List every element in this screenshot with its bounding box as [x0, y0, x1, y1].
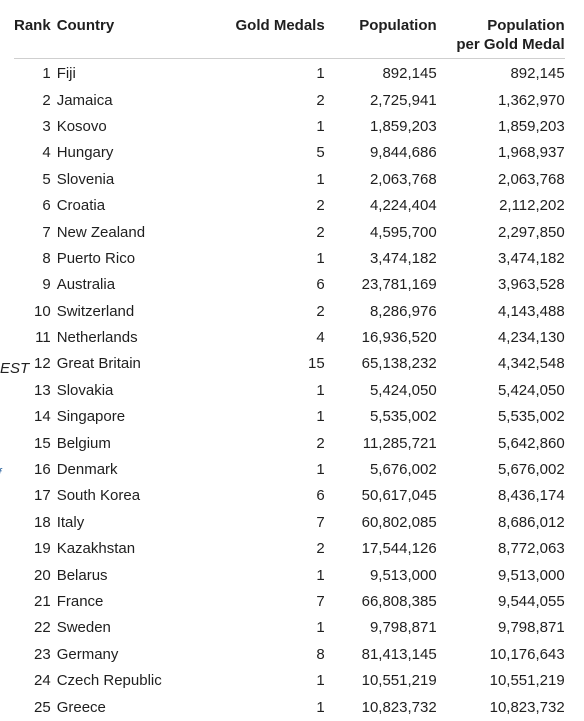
cell-population-per-gold: 4,342,548	[497, 355, 565, 373]
cell-rank: 18	[34, 513, 51, 531]
cell-population: 17,544,126	[361, 540, 437, 558]
cell-population-per-gold: 8,686,012	[497, 513, 565, 531]
cell-rank: 20	[34, 566, 51, 584]
cell-rank: 15	[34, 434, 51, 452]
cell-country: Great Britain	[56, 355, 141, 373]
cell-population-per-gold: 1,362,970	[497, 91, 565, 109]
cell-country: Switzerland	[56, 302, 135, 320]
cell-population-per-gold: 9,513,000	[497, 566, 565, 584]
table-row	[14, 668, 565, 694]
cell-gold-medals: 1	[316, 566, 325, 584]
cell-rank: 19	[34, 540, 51, 558]
cell-gold-medals: 2	[316, 540, 325, 558]
table-row	[14, 351, 565, 377]
cell-gold-medals: 1	[316, 698, 325, 716]
cell-population: 2,063,768	[369, 170, 437, 188]
table-body	[14, 59, 565, 721]
cell-rank: 17	[34, 487, 51, 505]
table-header-row	[14, 12, 565, 59]
cell-gold-medals: 1	[316, 619, 325, 637]
cell-country: Germany	[56, 645, 119, 663]
cell-rank: 1	[42, 65, 51, 83]
cell-population-per-gold: 4,234,130	[497, 329, 565, 347]
cell-gold-medals: 5	[316, 144, 325, 162]
cell-country: Australia	[56, 276, 116, 294]
cell-country: Slovenia	[56, 170, 115, 188]
cell-country: South Korea	[56, 487, 141, 505]
cell-population: 9,844,686	[369, 144, 437, 162]
cell-rank: 25	[34, 698, 51, 716]
cell-country: Netherlands	[56, 329, 138, 347]
header-country: Country	[51, 12, 207, 59]
cell-gold-medals: 8	[316, 645, 325, 663]
cell-population: 3,474,182	[369, 249, 437, 267]
cell-country: France	[56, 593, 104, 610]
cell-population: 10,551,219	[361, 672, 437, 690]
cell-population-per-gold: 10,551,219	[489, 672, 565, 690]
cell-population-per-gold: 5,642,860	[497, 434, 565, 452]
cell-country: Slovakia	[56, 381, 114, 399]
cell-population: 81,413,145	[361, 645, 437, 663]
table-row	[14, 536, 565, 562]
cell-population: 11,285,721	[362, 434, 437, 452]
table-row	[14, 457, 565, 483]
cell-country: Hungary	[56, 144, 114, 162]
cell-population: 1,859,203	[369, 117, 437, 135]
cell-gold-medals: 1	[316, 461, 325, 479]
cell-gold-medals: 6	[316, 276, 325, 294]
table-row	[14, 694, 565, 720]
cell-population: 10,823,732	[361, 698, 437, 716]
cell-population-per-gold: 4,143,488	[497, 302, 565, 320]
cell-population: 9,798,871	[369, 619, 437, 637]
cell-population-per-gold: 10,176,643	[489, 645, 565, 663]
cell-population: 16,936,520	[361, 329, 437, 347]
table-row	[14, 430, 565, 456]
cell-population-per-gold: 3,963,528	[497, 276, 565, 294]
table-row	[14, 510, 565, 536]
cell-country: Belarus	[56, 566, 108, 584]
cell-gold-medals: 1	[316, 381, 325, 399]
cell-rank: 5	[42, 170, 51, 188]
cell-gold-medals: 2	[316, 197, 325, 215]
table-row	[14, 562, 565, 588]
cell-population-per-gold: 2,063,768	[497, 170, 565, 188]
cell-rank: 24	[34, 672, 51, 690]
table-row	[14, 246, 565, 272]
cell-country: Puerto Rico	[56, 249, 136, 267]
cell-population: 2,725,941	[369, 91, 437, 109]
table-row	[14, 589, 565, 615]
table-row	[14, 404, 565, 430]
cell-rank: 23	[34, 645, 51, 663]
cell-gold-medals: 1	[316, 117, 325, 135]
cell-country: Fiji	[56, 65, 76, 83]
cell-country: Kosovo	[56, 117, 107, 135]
cell-population: 892,145	[382, 65, 437, 83]
cell-population: 4,224,404	[369, 197, 437, 215]
cell-gold-medals: 1	[316, 672, 325, 690]
cell-gold-medals: 6	[316, 487, 325, 505]
cell-population: 65,138,232	[361, 355, 437, 373]
cell-gold-medals: 1	[316, 249, 325, 267]
table-row	[14, 140, 565, 166]
cell-country: Singapore	[56, 408, 126, 426]
side-text-fragment: EST	[0, 360, 30, 377]
table-row	[14, 299, 565, 325]
cell-population: 4,595,700	[369, 223, 437, 241]
cell-gold-medals: 2	[316, 302, 325, 320]
cell-rank: 3	[42, 117, 51, 135]
cell-population-per-gold: 5,424,050	[497, 381, 565, 399]
cell-rank: 9	[42, 276, 51, 294]
cell-gold-medals: 2	[316, 91, 325, 109]
cell-gold-medals: 7	[316, 593, 325, 610]
cell-rank: 11	[35, 329, 51, 347]
cell-population: 5,676,002	[369, 461, 437, 479]
cell-gold-medals: 1	[316, 170, 325, 188]
cell-country: Jamaica	[56, 91, 113, 109]
cell-population: 5,535,002	[369, 408, 437, 426]
cell-population: 66,808,385	[361, 593, 437, 610]
cell-gold-medals: 1	[316, 65, 325, 83]
cell-rank: 21	[34, 593, 51, 610]
header-ppg-line2: per Gold Medal	[456, 36, 565, 53]
cell-rank: 22	[34, 619, 51, 637]
cell-gold-medals: 1	[316, 408, 325, 426]
side-text-fragment-link[interactable]	[0, 466, 1, 480]
cell-population: 8,286,976	[369, 302, 437, 320]
cell-population: 50,617,045	[361, 487, 437, 505]
cell-gold-medals: 4	[316, 329, 325, 347]
table-row	[14, 642, 565, 668]
cell-population-per-gold: 2,297,850	[497, 223, 565, 241]
table-row	[14, 87, 565, 113]
cell-population-per-gold: 10,823,732	[489, 698, 565, 716]
cell-rank: 7	[42, 223, 51, 241]
cell-population: 9,513,000	[369, 566, 437, 584]
cell-population-per-gold: 9,544,055	[497, 593, 565, 610]
cell-rank: 8	[42, 249, 51, 267]
cell-population-per-gold: 5,535,002	[497, 408, 565, 426]
table-row	[14, 59, 565, 88]
cell-population-per-gold: 5,676,002	[497, 461, 565, 479]
cell-population-per-gold: 892,145	[510, 65, 565, 83]
table-row	[14, 378, 565, 404]
cell-rank: 12	[34, 355, 51, 373]
table-row	[14, 325, 565, 351]
cell-population-per-gold: 8,772,063	[497, 540, 565, 558]
header-population-per-gold	[437, 12, 565, 59]
table-row	[14, 114, 565, 140]
cell-population-per-gold: 3,474,182	[497, 249, 565, 267]
cell-population-per-gold: 8,436,174	[497, 487, 565, 505]
cell-rank: 6	[42, 197, 51, 215]
cell-rank: 10	[34, 302, 51, 320]
medals-table	[14, 12, 565, 721]
table-row	[14, 167, 565, 193]
cell-country: Denmark	[56, 461, 118, 479]
cell-population: 5,424,050	[369, 381, 437, 399]
header-ppg-line1: Population	[487, 17, 565, 34]
cell-gold-medals: 7	[316, 513, 325, 531]
cell-country: Greece	[56, 698, 106, 716]
cell-rank: 4	[42, 144, 51, 162]
table-row	[14, 272, 565, 298]
cell-rank: 2	[42, 91, 51, 109]
cell-gold-medals: 15	[308, 355, 325, 373]
cell-country: Italy	[56, 513, 85, 531]
table-row	[14, 483, 565, 509]
cell-population: 60,802,085	[361, 513, 437, 531]
header-gold-medals: Gold Medals	[207, 12, 325, 59]
table-row	[14, 615, 565, 641]
header-rank: Rank	[14, 12, 51, 59]
cell-country: New Zealand	[56, 223, 146, 241]
cell-population: 23,781,169	[361, 276, 437, 294]
cell-rank: 13	[34, 381, 51, 399]
cell-country: Czech Republic	[56, 672, 162, 690]
cell-rank: 14	[34, 408, 51, 426]
cell-population-per-gold: 2,112,202	[499, 197, 565, 215]
cell-rank: 16	[34, 461, 51, 479]
table-row	[14, 219, 565, 245]
header-population: Population	[325, 12, 437, 59]
cell-population-per-gold: 9,798,871	[497, 619, 565, 637]
cell-gold-medals: 2	[316, 223, 325, 241]
cell-population-per-gold: 1,859,203	[497, 117, 565, 135]
cell-country: Belgium	[56, 434, 111, 452]
cell-country: Croatia	[56, 197, 106, 215]
cell-country: Sweden	[56, 619, 111, 637]
cell-population-per-gold: 1,968,937	[497, 144, 565, 162]
cell-country: Kazakhstan	[56, 540, 136, 558]
table-row	[14, 193, 565, 219]
cell-gold-medals: 2	[316, 434, 325, 452]
